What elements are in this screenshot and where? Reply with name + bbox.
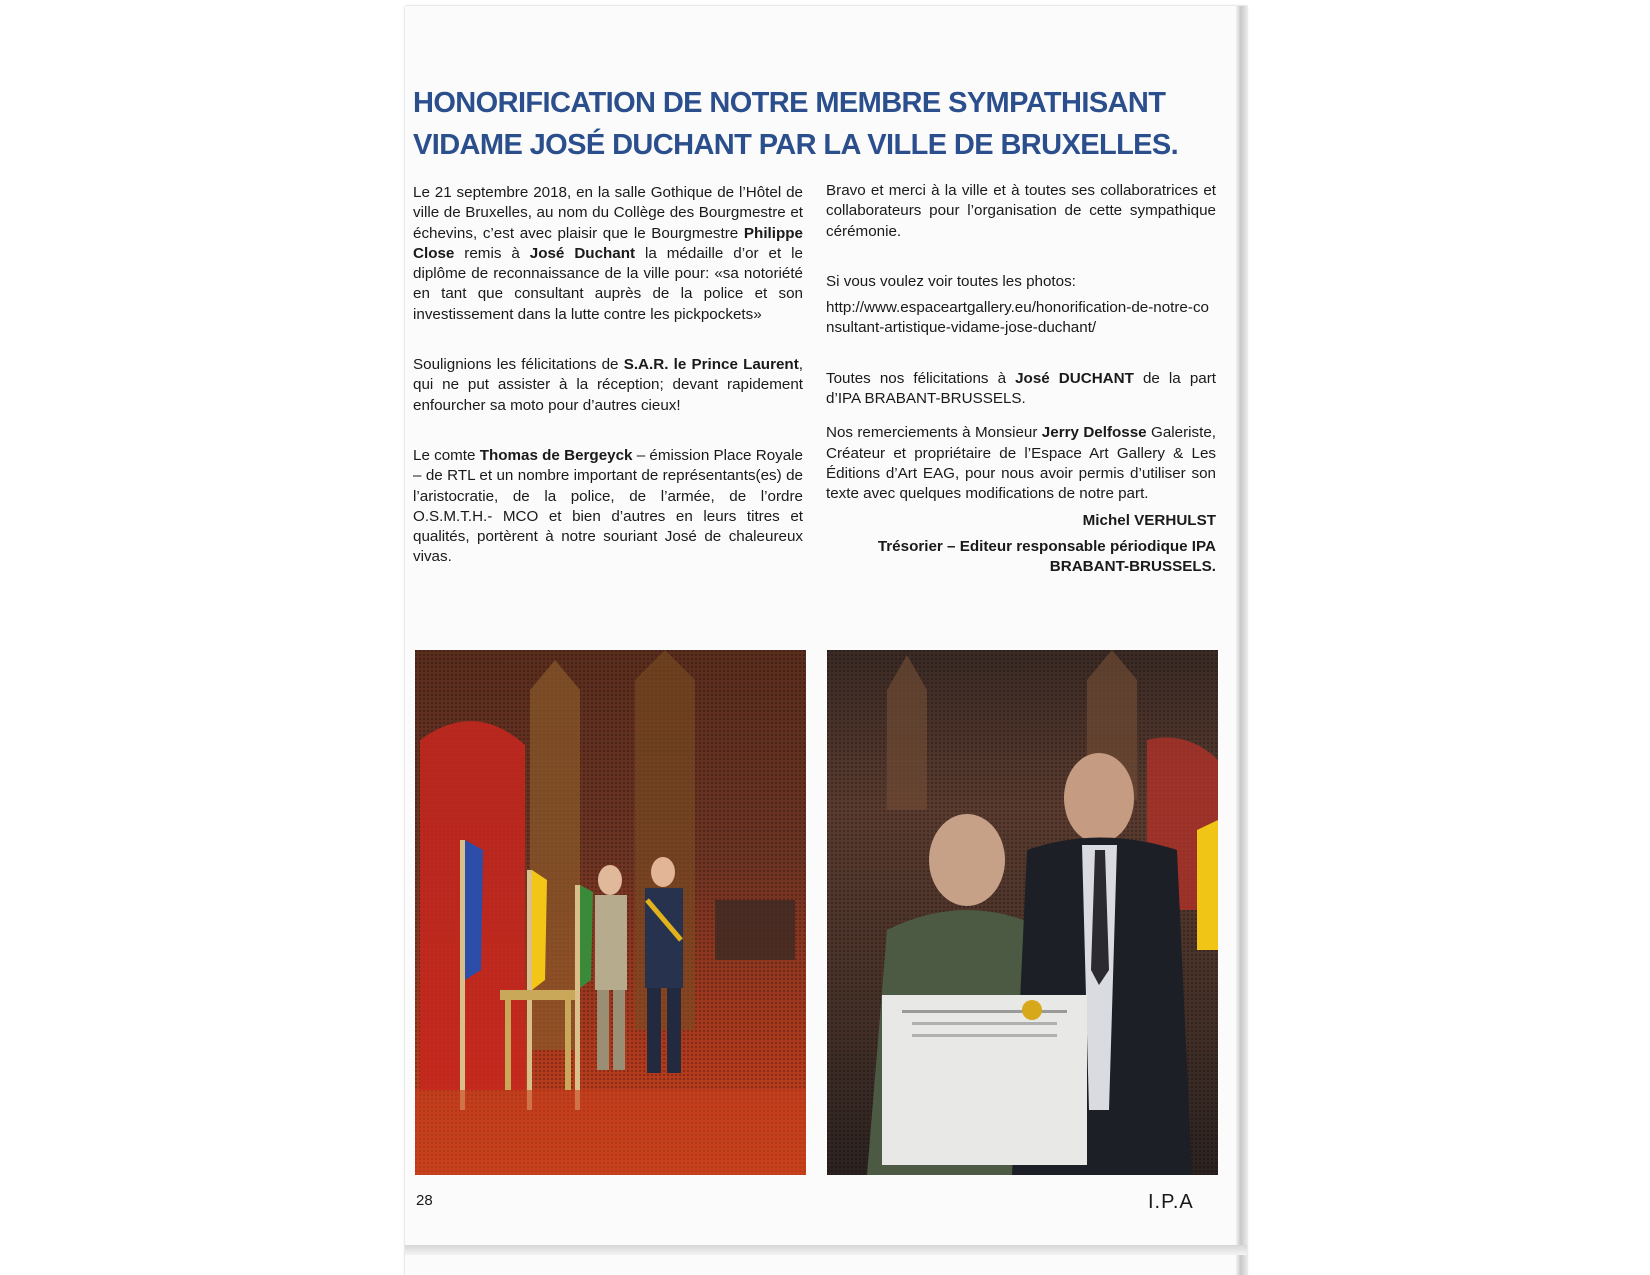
- text-run: Soulignions les félicitations de: [413, 356, 624, 374]
- text-run: , qui ne put assister à la réception; devant rapidement enfourcher sa moto pour d’autres cieux!: [413, 356, 803, 414]
- paragraph-photos-intro: Si vous voulez voir toutes les photos:: [826, 272, 1076, 290]
- ceremony-photo-illustration: [415, 650, 806, 1175]
- text-run: remis à: [454, 244, 530, 262]
- page-bottom-edge: [405, 1245, 1247, 1255]
- diploma-photo-illustration: [827, 650, 1218, 1175]
- text-run: Galeriste, Créateur et propriétaire de l’Espace Art Gallery & Les Éditions d’Art EAG, pour nous avoir permis d’utiliser son texte avec quelques modifications de notre part.: [826, 424, 1216, 503]
- page-number: 28: [416, 1192, 433, 1209]
- text-run: Le comte: [413, 446, 480, 464]
- text-run: Le 21 septembre 2018, en la salle Gothique de l’Hôtel de ville de Bruxelles, au nom du Collège des Bourgmestre et échevins, c’est avec plaisir que le Bourgmestre: [413, 184, 803, 242]
- paragraph-congratulations: [826, 369, 1216, 410]
- text-run: Nos remerciements à Monsieur: [826, 424, 1042, 442]
- paragraph-prince: [413, 355, 803, 416]
- title-line-2: VIDAME JOSÉ DUCHANT PAR LA VILLE DE BRUXELLES.: [413, 129, 1179, 161]
- name-jose-duchant: José DUCHANT: [1015, 369, 1134, 387]
- name-jerry-delfosse: Jerry Delfosse: [1041, 424, 1147, 442]
- paragraph-thanks: Bravo et merci à la ville et à toutes ses collaboratrices et collaborateurs pour l’organisation de cette sympathique cérémonie.: [826, 182, 1216, 240]
- article-title: [413, 82, 1233, 166]
- name-jose-duchant: José Duchant: [529, 244, 636, 262]
- ceremony-photo: [415, 650, 806, 1175]
- paragraph-ceremony: [413, 183, 803, 325]
- name-philippe-close: Philippe Close: [413, 224, 803, 262]
- left-column: [413, 183, 803, 568]
- text-run: – émission Place Royale – de RTL et un nombre important de représentants(es) de l’aristocratie, de la police, de l’armée, de l’ordre O.S.M.T.H.- MCO et bien d’autres en leurs titres et qualités, portèrent à notre souriant José de chaleureux vivas.: [413, 446, 804, 566]
- signature-role: Trésorier – Editeur responsable périodique IPA BRABANT-BRUSSELS.: [877, 537, 1216, 576]
- right-column: [826, 181, 1216, 577]
- photos-link[interactable]: http://www.espaceartgallery.eu/honorification-de-notre-consultant-artistique-vidame-jose-duchant/: [826, 299, 1209, 337]
- signature-name: Michel VERHULST: [1082, 511, 1216, 529]
- text-run: Toutes nos félicitations à: [826, 369, 1016, 387]
- name-prince-laurent: S.A.R. le Prince Laurent: [623, 356, 799, 374]
- paragraph-guests: [413, 446, 803, 568]
- paragraph-acknowledgement: [826, 423, 1216, 504]
- title-line-1: HONORIFICATION DE NOTRE MEMBRE SYMPATHISANT: [413, 87, 1166, 119]
- name-thomas-de-bergeyck: Thomas de Bergeyck: [479, 446, 633, 464]
- page-binding-edge: [1236, 6, 1248, 1275]
- footer-brand: I.P.A: [1148, 1191, 1194, 1213]
- text-run: la médaille d’or et le diplôme de reconnaissance de la ville pour: «sa notoriété en tant que consultant auprès de la police et son investissement dans la lutte contre les pickpockets»: [413, 244, 803, 323]
- diploma-photo: [827, 650, 1218, 1175]
- text-run: de la part d’IPA BRABANT-BRUSSELS.: [826, 369, 1216, 408]
